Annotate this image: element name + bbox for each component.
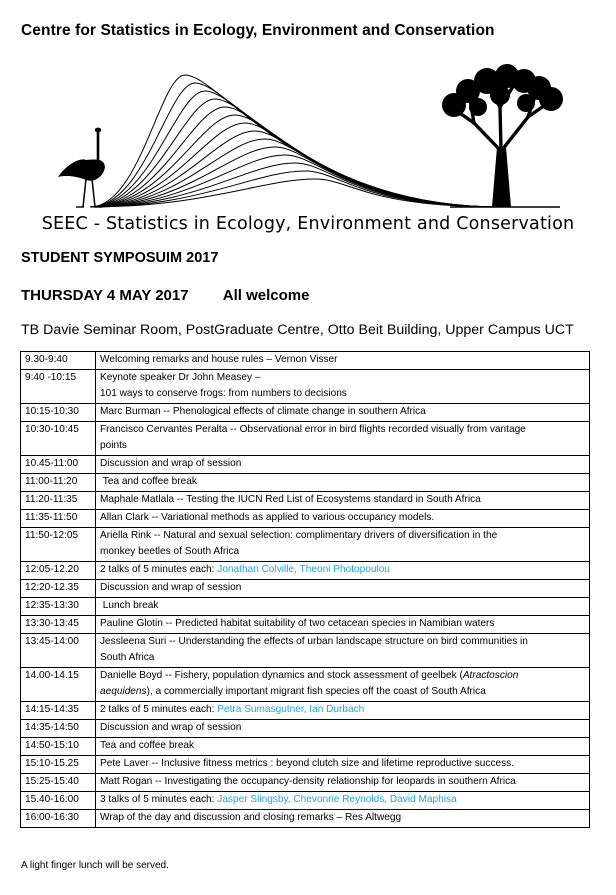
schedule-row (21, 492, 590, 510)
schedule-time: 9:40 -10:15 (21, 370, 96, 404)
schedule-description-line: Danielle Boyd -- Fishery, population dynamics and stock assessment of geelbek (Atractoscion (100, 670, 519, 681)
schedule-row (21, 774, 590, 792)
schedule-description (96, 528, 590, 562)
event-date-line (21, 287, 309, 304)
ostrich-icon (58, 128, 105, 207)
schedule-time: 15.40-16:00 (21, 792, 96, 810)
schedule-description (96, 598, 590, 616)
schedule-description-line: Allan Clark -- Variational methods as applied to various occupancy models. (100, 512, 435, 523)
schedule-description-line: Matt Rogan -- Investigating the occupancy-density relationship for leopards in southern Africa (100, 776, 516, 787)
event-venue: TB Davie Seminar Room, PostGraduate Centre, Otto Beit Building, Upper Campus UCT (21, 322, 574, 338)
schedule-row (21, 792, 590, 810)
speaker-names: Jonathan Colville, Theoni Photopoulou (217, 564, 390, 575)
schedule-row (21, 404, 590, 422)
schedule-description (96, 792, 590, 810)
schedule-description (96, 720, 590, 738)
schedule-time: 11:20-11:35 (21, 492, 96, 510)
schedule-description-line: Tea and coffee break (100, 476, 197, 487)
schedule-row (21, 370, 590, 404)
schedule-table (20, 351, 590, 828)
schedule-row (21, 422, 590, 456)
schedule-description (96, 562, 590, 580)
speaker-names: Petra Sumasgutner, Ian Durbach (217, 704, 365, 715)
schedule-time: 14.00-14.15 (21, 668, 96, 702)
schedule-description-line: Wrap of the day and discussion and closing remarks – Res Altwegg (100, 812, 402, 823)
schedule-description-line-wrap (100, 792, 585, 808)
schedule-description (96, 702, 590, 720)
schedule-description (96, 810, 590, 828)
schedule-time: 12:35-13:30 (21, 598, 96, 616)
quiver-tree-icon (442, 64, 563, 207)
schedule-description-line: Francisco Cervantes Peralta -- Observational error in bird flights recorded visually from vantage (100, 424, 526, 435)
footer-note: A light finger lunch will be served. (21, 860, 169, 871)
schedule-row (21, 528, 590, 562)
seec-banner-title: SEEC - Statistics in Ecology, Environment and Conservation (41, 214, 575, 234)
schedule-description (96, 422, 590, 456)
schedule-description-line: Keynote speaker Dr John Measey – (100, 372, 261, 383)
schedule-description (96, 634, 590, 668)
schedule-time: 11:00-11:20 (21, 474, 96, 492)
schedule-row (21, 510, 590, 528)
schedule-time: 14:50-15:10 (21, 738, 96, 756)
schedule-description-line: Pete Laver -- Inclusive fitness metrics : beyond clutch size and lifetime reproductive success. (100, 758, 515, 769)
schedule-row (21, 598, 590, 616)
seec-logo-icon (50, 55, 580, 210)
welcome-note: All welcome (222, 287, 310, 304)
schedule-row (21, 562, 590, 580)
schedule-time: 12:05-12.20 (21, 562, 96, 580)
schedule-description-line: 2 talks of 5 minutes each: (100, 704, 218, 715)
schedule-row (21, 810, 590, 828)
schedule-description (96, 510, 590, 528)
schedule-row (21, 756, 590, 774)
schedule-time: 12:20-12.35 (21, 580, 96, 598)
schedule-row (21, 720, 590, 738)
schedule-description-line: Jessleena Suri -- Understanding the effects of urban landscape structure on bird communities in (100, 636, 528, 647)
schedule-time: 10.45-11:00 (21, 456, 96, 474)
schedule-row (21, 738, 590, 756)
schedule-description (96, 474, 590, 492)
schedule-description-line: Pauline Glotin -- Predicted habitat suitability of two cetacean species in Namibian waters (100, 618, 495, 629)
schedule-time: 10:30-10:45 (21, 422, 96, 456)
schedule-description-line: aequidens), a commercially important migrant fish species off the coast of South Africa (100, 686, 486, 697)
schedule-description-line: Discussion and wrap of session (100, 458, 242, 469)
schedule-description-line: Marc Burman -- Phenological effects of climate change in southern Africa (100, 406, 426, 417)
schedule-row (21, 352, 590, 370)
schedule-body (21, 352, 590, 828)
schedule-description-line: monkey beetles of South Africa (100, 546, 240, 557)
schedule-time: 11:35-11:50 (21, 510, 96, 528)
schedule-description (96, 492, 590, 510)
schedule-row (21, 668, 590, 702)
schedule-time: 14:35-14:50 (21, 720, 96, 738)
schedule-time: 9.30-9:40 (21, 352, 96, 370)
schedule-row (21, 456, 590, 474)
schedule-description (96, 738, 590, 756)
schedule-time: 15:25-15:40 (21, 774, 96, 792)
schedule-time: 14:15-14:35 (21, 702, 96, 720)
speaker-names: Jasper Slingsby, Chevonne Reynolds, David Maphisa (217, 794, 457, 805)
schedule-description (96, 370, 590, 404)
schedule-description-line: Maphale Matlala -- Testing the IUCN Red List of Ecosystems standard in South Africa (100, 494, 481, 505)
schedule-time: 16:00-16:30 (21, 810, 96, 828)
page-header-title: Centre for Statistics in Ecology, Environment and Conservation (21, 22, 495, 39)
schedule-description-line: Welcoming remarks and house rules – Vernon Visser (100, 354, 338, 365)
schedule-description-line-wrap (100, 562, 585, 578)
schedule-time: 15:10-15.25 (21, 756, 96, 774)
schedule-description (96, 668, 590, 702)
schedule-description-line: 101 ways to conserve frogs: from numbers to decisions (100, 388, 347, 399)
schedule-description (96, 456, 590, 474)
schedule-row (21, 474, 590, 492)
event-name: STUDENT SYMPOSUIM 2017 (21, 250, 219, 266)
schedule-description (96, 580, 590, 598)
schedule-row (21, 616, 590, 634)
density-curves-icon (90, 75, 500, 207)
schedule-description (96, 774, 590, 792)
schedule-description-line: points (100, 440, 127, 451)
schedule-row (21, 634, 590, 668)
schedule-description-line: South Africa (100, 652, 155, 663)
schedule-description-line: Discussion and wrap of session (100, 722, 242, 733)
schedule-time: 11:50-12:05 (21, 528, 96, 562)
schedule-time: 10:15-10:30 (21, 404, 96, 422)
schedule-description-line: 3 talks of 5 minutes each: (100, 794, 218, 805)
schedule-description-line-wrap (100, 702, 585, 718)
schedule-description-line: Ariella Rink -- Natural and sexual selection: complimentary drivers of diversification in the (100, 530, 498, 541)
schedule-description (96, 756, 590, 774)
schedule-description-line: 2 talks of 5 minutes each: (100, 564, 218, 575)
schedule-time: 13:30-13:45 (21, 616, 96, 634)
schedule-row (21, 580, 590, 598)
schedule-description (96, 404, 590, 422)
schedule-description-line: Discussion and wrap of session (100, 582, 242, 593)
event-date: THURSDAY 4 MAY 2017 (21, 287, 189, 304)
schedule-description (96, 616, 590, 634)
schedule-description-line: Lunch break (100, 600, 159, 611)
schedule-time: 13:45-14:00 (21, 634, 96, 668)
schedule-description (96, 352, 590, 370)
schedule-row (21, 702, 590, 720)
schedule-description-line: Tea and coffee break (100, 740, 195, 751)
